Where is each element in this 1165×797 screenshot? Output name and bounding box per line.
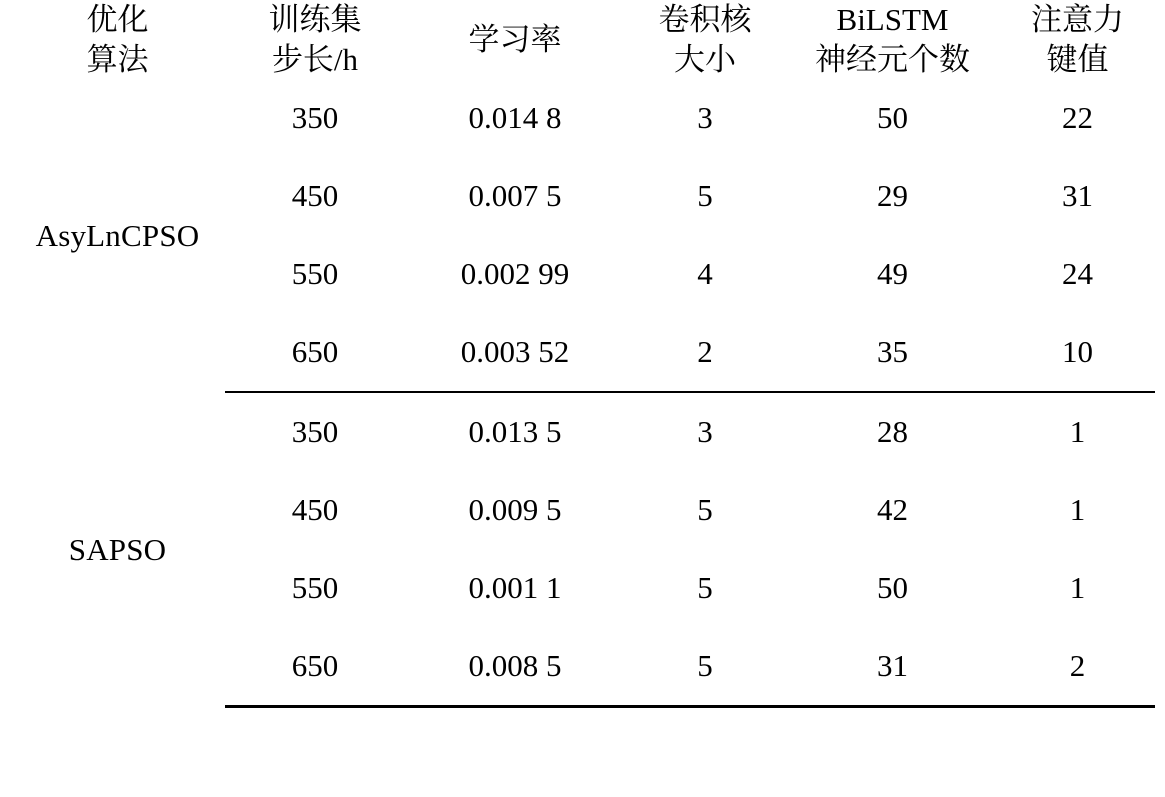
cell-learning-rate: 0.013 5 xyxy=(468,414,562,450)
table-body xyxy=(10,79,1155,707)
optimization-parameter-table xyxy=(10,0,1155,708)
cell-bilstm-units: 29 xyxy=(877,178,908,214)
cell-learning-rate: 0.007 5 xyxy=(468,178,562,214)
table-header xyxy=(10,0,1155,79)
cell-bilstm-units: 42 xyxy=(877,492,908,528)
cell-training-step: 650 xyxy=(225,627,405,707)
cell-learning-rate: 0.002 99 xyxy=(460,256,570,292)
column-header-attention-key: 注意力 键值 xyxy=(1031,2,1124,77)
cell-bilstm-units: 31 xyxy=(785,627,1000,707)
cell-kernel-size: 3 xyxy=(697,100,713,136)
cell-bilstm-units: 35 xyxy=(785,313,1000,392)
cell-training-step: 650 xyxy=(225,313,405,392)
cell-training-step: 450 xyxy=(291,492,339,528)
column-header-kernel-size: 卷积核 大小 xyxy=(658,2,752,77)
cell-kernel-size: 5 xyxy=(697,570,713,606)
cell-attention-key: 1 xyxy=(1069,570,1086,606)
cell-kernel-size: 3 xyxy=(697,414,713,450)
cell-learning-rate: 0.009 5 xyxy=(468,492,562,528)
cell-training-step: 450 xyxy=(291,178,339,214)
cell-bilstm-units: 49 xyxy=(877,256,908,292)
cell-learning-rate: 0.014 8 xyxy=(468,100,562,136)
header-row xyxy=(10,0,1155,79)
cell-attention-key: 24 xyxy=(1062,256,1093,292)
cell-bilstm-units: 50 xyxy=(877,100,908,136)
column-header-bilstm-units: BiLSTM 神经元个数 xyxy=(815,2,970,77)
algorithm-name: SAPSO xyxy=(68,531,167,567)
cell-bilstm-units: 50 xyxy=(877,570,908,606)
cell-kernel-size: 5 xyxy=(625,627,785,707)
cell-attention-key: 22 xyxy=(1062,100,1093,136)
cell-attention-key: 10 xyxy=(1000,313,1155,392)
cell-learning-rate: 0.001 1 xyxy=(468,570,562,606)
cell-kernel-size: 5 xyxy=(697,178,713,214)
cell-attention-key: 1 xyxy=(1069,492,1086,528)
column-header-learning-rate: 学习率 xyxy=(468,21,562,57)
cell-training-step: 550 xyxy=(291,256,339,292)
cell-training-step: 350 xyxy=(291,100,339,136)
cell-kernel-size: 2 xyxy=(625,313,785,392)
column-header-training-step: 训练集 步长/h xyxy=(268,2,362,77)
cell-kernel-size: 5 xyxy=(697,492,713,528)
cell-training-step: 550 xyxy=(291,570,339,606)
table-row xyxy=(10,79,1155,157)
algorithm-name: AsyLnCPSO xyxy=(35,217,200,253)
cell-attention-key: 2 xyxy=(1000,627,1155,707)
cell-learning-rate: 0.008 5 xyxy=(405,627,625,707)
cell-attention-key: 1 xyxy=(1069,414,1086,450)
table-row xyxy=(10,392,1155,471)
cell-learning-rate: 0.003 52 xyxy=(405,313,625,392)
cell-attention-key: 31 xyxy=(1062,178,1093,214)
cell-training-step: 350 xyxy=(291,414,339,450)
cell-kernel-size: 4 xyxy=(697,256,713,292)
column-header-algorithm: 优化 算法 xyxy=(86,2,149,77)
cell-bilstm-units: 28 xyxy=(877,414,908,450)
